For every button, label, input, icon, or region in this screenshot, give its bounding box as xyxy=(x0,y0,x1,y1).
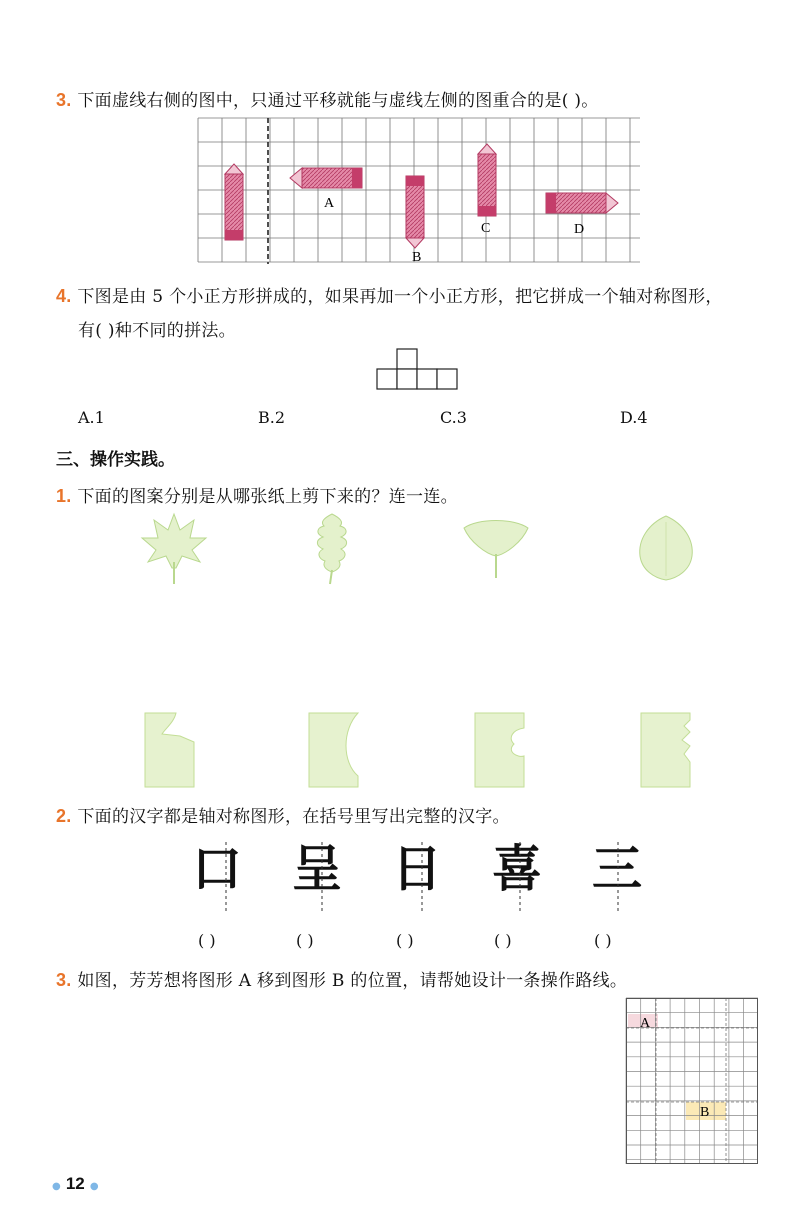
pencil-b xyxy=(406,176,424,248)
question-4-line2: 有( )种不同的拼法。 xyxy=(78,321,236,341)
question-4 xyxy=(56,282,723,307)
option-a[interactable]: A.1 xyxy=(78,408,105,427)
question-number: 3. xyxy=(56,970,72,990)
question-number: 4. xyxy=(56,286,72,306)
page-number: 12 xyxy=(65,1174,85,1193)
label-a: A xyxy=(324,196,335,211)
pencil-original xyxy=(225,164,243,240)
label-b: B xyxy=(412,250,422,265)
folded-paper-2[interactable] xyxy=(308,712,360,788)
maple-leaf-icon[interactable] xyxy=(140,512,208,586)
option-c[interactable]: C.3 xyxy=(440,408,467,427)
page-footer xyxy=(52,1174,99,1194)
answer-blank-1[interactable]: ( ) xyxy=(198,931,216,950)
question-text: 下面虚线右侧的图中，只通过平移就能与虚线左侧的图重合的是( )。 xyxy=(77,91,599,111)
question-text: 下面的图案分别是从哪张纸上剪下来的？连一连。 xyxy=(77,487,458,507)
half-character-3: 日 xyxy=(392,840,442,898)
symmetry-axes xyxy=(0,842,800,914)
label-b: B xyxy=(700,1105,710,1120)
answer-blank-3[interactable]: ( ) xyxy=(396,931,414,950)
pencil-a xyxy=(290,168,362,188)
question-3 xyxy=(56,86,599,111)
label-c: C xyxy=(481,221,491,236)
label-a: A xyxy=(640,1016,651,1031)
practice-3 xyxy=(56,966,627,991)
question-number: 2. xyxy=(56,806,72,826)
dot-icon: ● xyxy=(89,1181,99,1192)
round-leaf-icon[interactable] xyxy=(636,514,696,582)
five-squares-figure xyxy=(376,348,460,392)
half-character-5: 三 xyxy=(592,840,642,898)
question-text: 下面的汉字都是轴对称图形，在括号里写出完整的汉字。 xyxy=(77,807,510,827)
ginkgo-leaf-icon[interactable] xyxy=(462,514,530,580)
pencil-d xyxy=(546,193,618,213)
folded-paper-3[interactable] xyxy=(474,712,526,788)
oak-leaf-icon[interactable] xyxy=(312,512,352,586)
practice-2 xyxy=(56,802,510,827)
option-d[interactable]: D.4 xyxy=(620,408,648,427)
pencil-grid-figure xyxy=(198,118,640,264)
dot-icon: ● xyxy=(52,1181,61,1192)
question-text: 下图是由 5 个小正方形拼成的，如果再加一个小正方形，把它拼成一个轴对称图形， xyxy=(77,287,723,307)
half-character-4: 喜 xyxy=(492,840,542,898)
section-heading: 三、操作实践。 xyxy=(56,450,175,470)
pencil-c xyxy=(478,144,496,216)
question-number: 3. xyxy=(56,90,72,110)
answer-blank-5[interactable]: ( ) xyxy=(594,931,612,950)
answer-blank-4[interactable]: ( ) xyxy=(494,931,512,950)
folded-paper-4[interactable] xyxy=(640,712,692,788)
label-d: D xyxy=(574,222,585,237)
option-b[interactable]: B.2 xyxy=(258,408,286,427)
half-character-1: 口 xyxy=(192,840,242,898)
question-number: 1. xyxy=(56,486,72,506)
answer-blank-2[interactable]: ( ) xyxy=(296,931,314,950)
folded-paper-1[interactable] xyxy=(144,712,196,788)
movement-grid-figure xyxy=(626,998,758,1164)
half-character-2: 呈 xyxy=(292,840,342,898)
practice-1 xyxy=(56,482,458,507)
question-text: 如图，芳芳想将图形 A 移到图形 B 的位置，请帮她设计一条操作路线。 xyxy=(77,971,628,991)
